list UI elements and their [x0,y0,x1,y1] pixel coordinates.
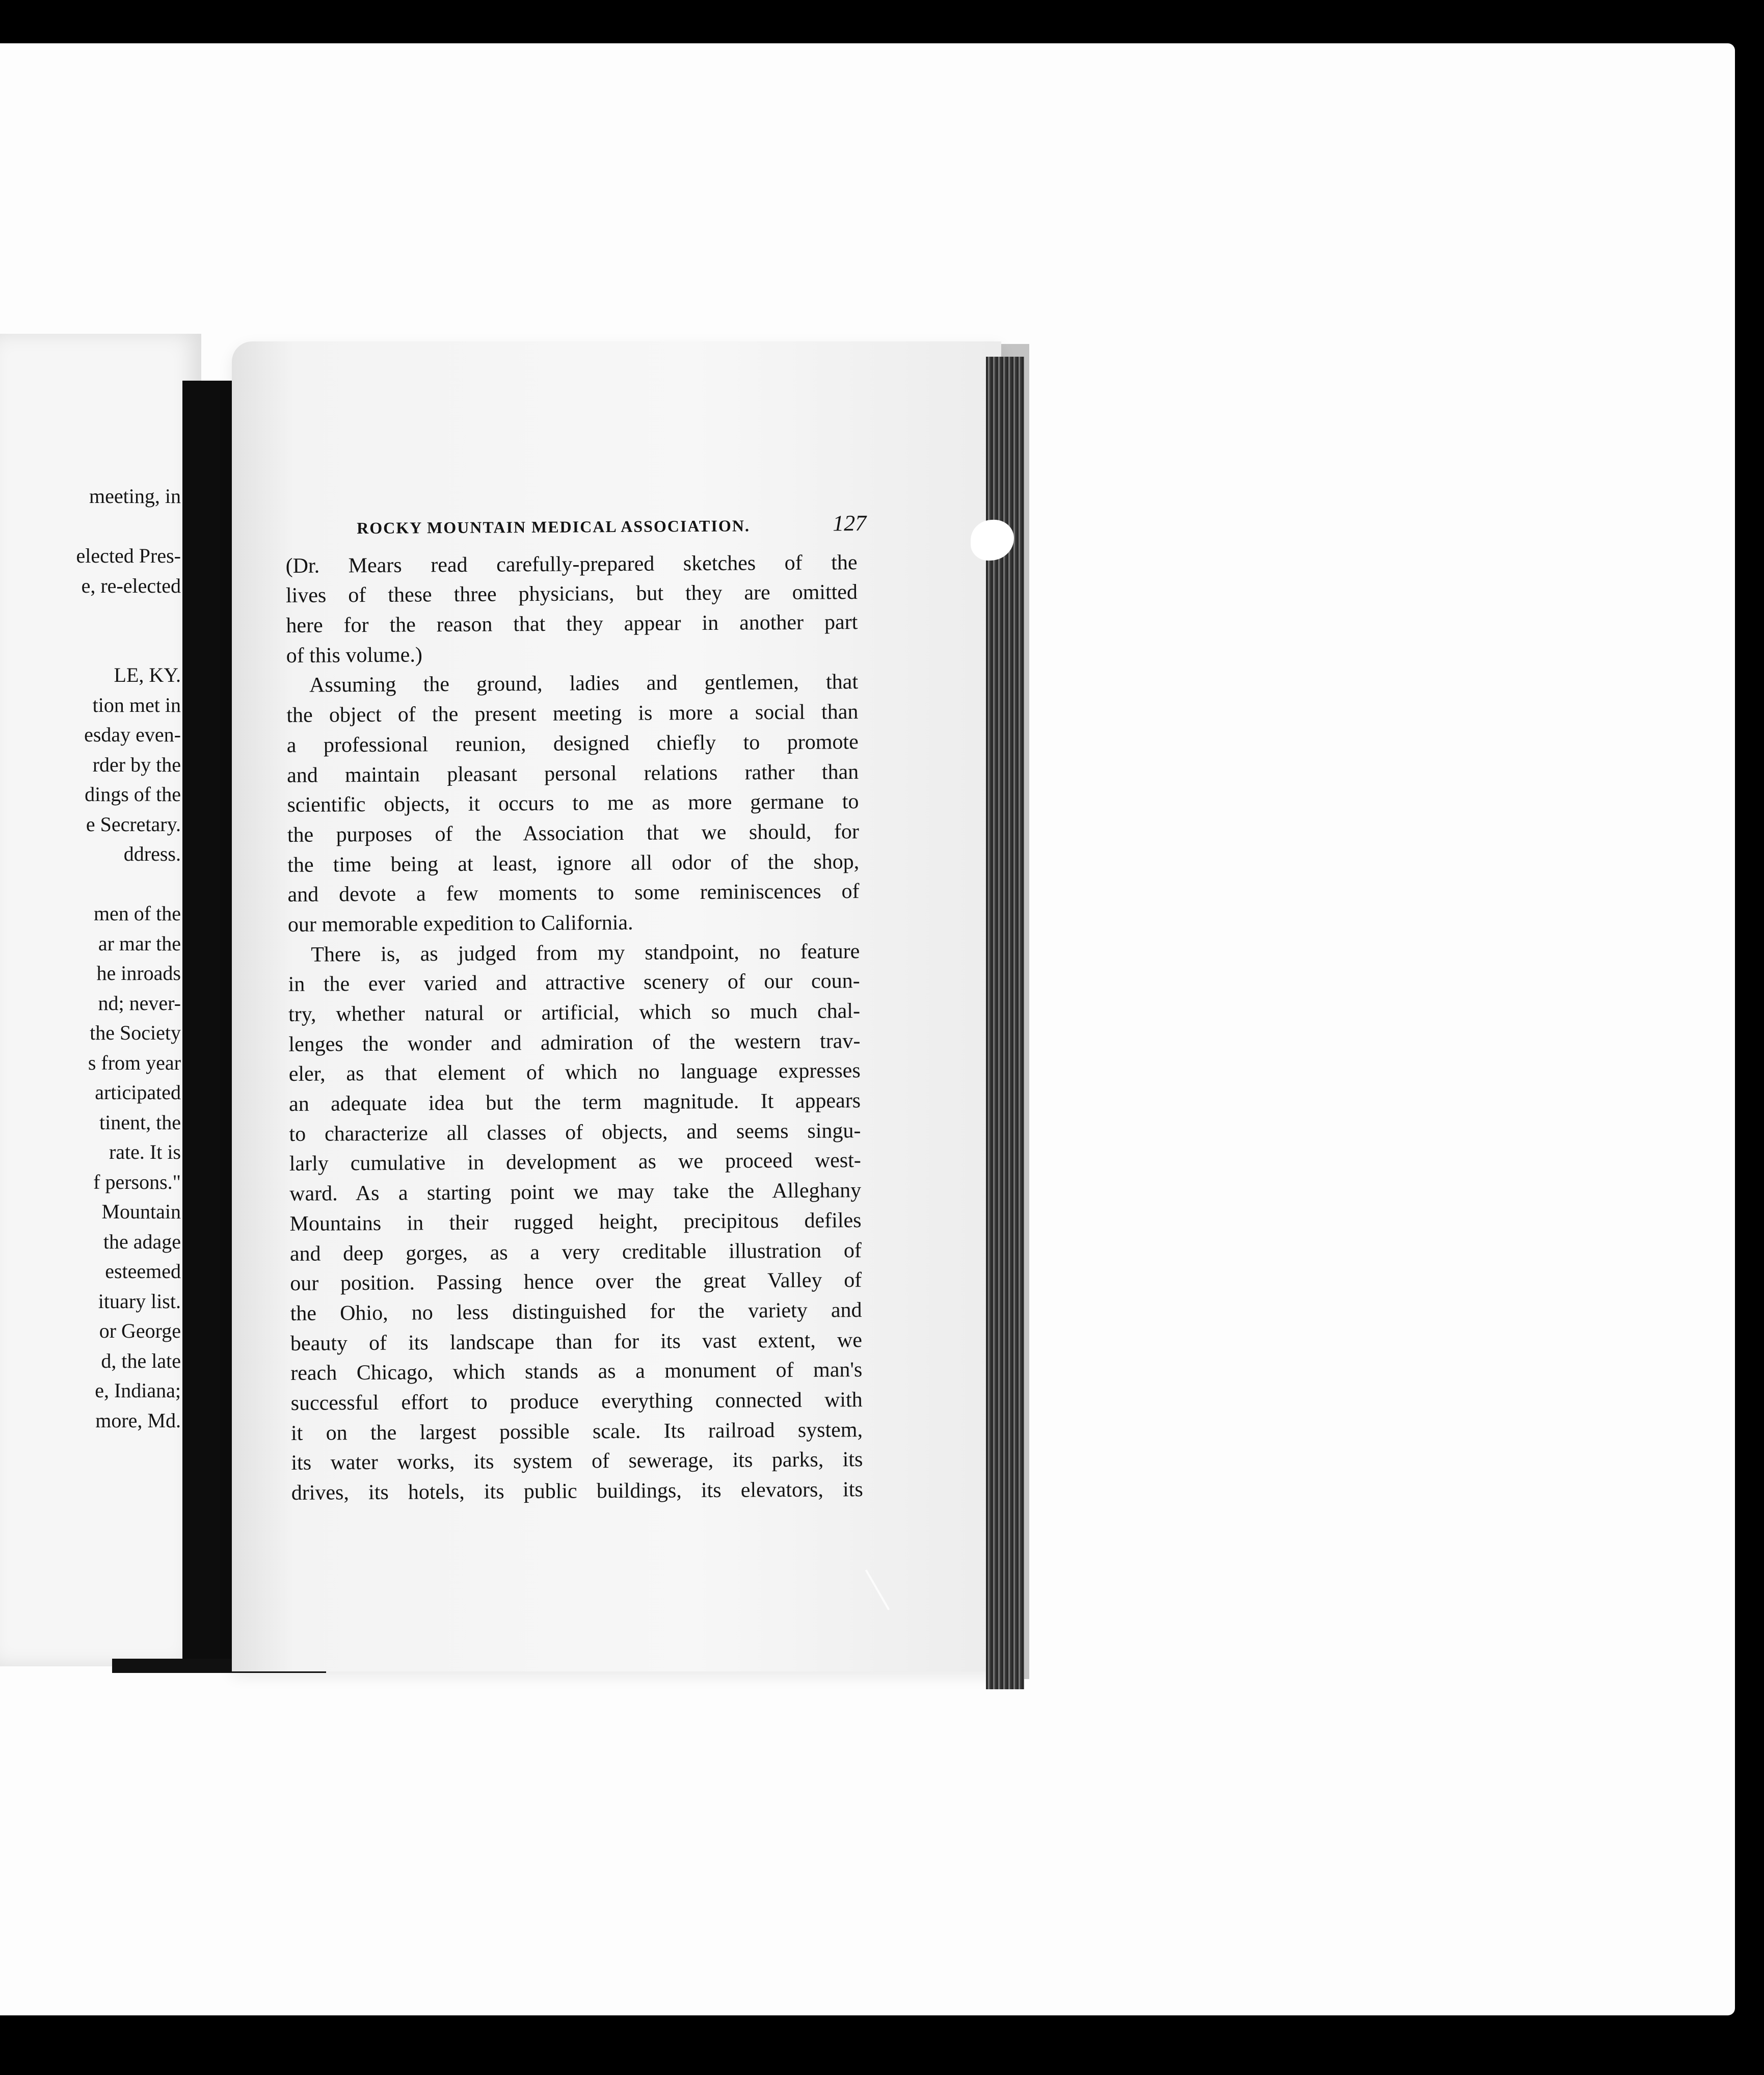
left-line [0,512,181,542]
body-line: and maintain pleasant personal relations rather than [287,760,859,787]
left-line: more, Md. [95,1408,181,1432]
left-line: the Society [90,1021,181,1044]
body-line: scientific objects, it occurs to me as more germane to [287,790,859,817]
body-line: beauty of its landscape than for its vast extent, we [290,1328,863,1355]
left-line: meeting, in [89,485,181,508]
body-line: drives, its hotels, its public buildings, its elevators, its [291,1478,863,1505]
body-line: Assuming the ground, ladies and gentlemen, that [309,670,859,698]
body-line: lenges the wonder and admiration of the western trav- [288,1029,861,1056]
left-line: elected Pres- [76,544,181,567]
left-line: articipated [95,1081,181,1104]
body-line: its water works, its system of sewerage, its parks, its [291,1448,863,1475]
left-line: tinent, the [99,1110,181,1134]
body-line: our position. Passing hence over the great Valley of [290,1268,862,1296]
body-line: reach Chicago, which stands as a monument of man's [290,1358,863,1386]
left-line: f persons." [93,1170,181,1193]
left-line: ddress. [123,842,181,865]
body-line: There is, as judged from my standpoint, no feature [311,939,860,967]
left-line: esteemed [105,1260,181,1283]
left-line [0,869,181,899]
scanner-sheet [0,43,1735,2015]
body-line: and deep gorges, as a very creditable illustration of [289,1238,862,1266]
left-line: esday even- [84,723,181,746]
body-line: our memorable expedition to California. [287,911,633,937]
right-page-body [285,509,867,1508]
left-page [0,334,201,1666]
left-line: e, Indiana; [95,1379,181,1402]
left-line: ar mar the [98,932,181,955]
left-page-text [0,482,181,1435]
running-head-title: ROCKY MOUNTAIN MEDICAL ASSOCIATION. [357,516,750,538]
left-line: the adage [103,1230,181,1253]
left-line: rder by the [92,753,181,776]
left-line: men of the [93,902,181,925]
left-line: dings of the [85,783,181,806]
left-line [0,601,181,631]
body-line: to characterize all classes of objects, and seems singu- [289,1119,861,1146]
body-line: successful effort to produce everything connected with [290,1388,863,1415]
left-line: rate. It is [109,1140,181,1163]
body-line: the Ohio, no less distinguished for the variety and [290,1298,862,1325]
body-line: here for the reason that they appear in another part [286,610,858,638]
book-gutter [182,381,233,1671]
left-line: or George [99,1319,181,1342]
body-line: (Dr. Mears read carefully-prepared sketches of the [285,550,858,578]
left-line: he inroads [96,962,181,985]
body-line: eler, as that element of which no language expresses [288,1059,861,1086]
body-line: in the ever varied and attractive scenery of our coun- [288,969,860,997]
left-line: s from year [88,1051,181,1074]
left-line: ituary list. [98,1289,181,1313]
body-line: an adequate idea but the term magnitude. It appears [288,1089,861,1116]
body-line: lives of these three physicians, but they are omitted [285,580,858,608]
left-line: e Secretary. [86,812,181,836]
body-line: a professional reunion, designed chiefly to promote [286,730,859,757]
left-line: Mountain [101,1200,181,1223]
left-line: LE, KY. [114,663,181,686]
body-line: of this volume.) [286,643,422,668]
body-line: Mountains in their rugged height, precipitous defiles [289,1208,862,1236]
left-line: e, re-elected [81,574,181,597]
left-line [0,631,181,661]
body-line: the object of the present meeting is more a social than [286,700,859,728]
body-line: it on the largest possible scale. Its railroad system, [290,1418,863,1445]
body-line: and devote a few moments to some reminiscences of [287,880,860,907]
body-line: larly cumulative in development as we proceed west- [289,1149,861,1176]
running-head [357,509,866,543]
left-line: tion met in [92,693,181,716]
left-line: d, the late [101,1349,181,1372]
body-line: try, whether natural or artificial, which so much chal- [288,999,861,1026]
left-line: nd; never- [98,991,181,1015]
body-line: the time being at least, ignore all odor of the shop, [287,849,860,877]
body-line: the purposes of the Association that we should, for [287,820,859,847]
body-line: ward. As a starting point we may take the Alleghany [289,1179,862,1206]
page-number: 127 [833,511,867,536]
